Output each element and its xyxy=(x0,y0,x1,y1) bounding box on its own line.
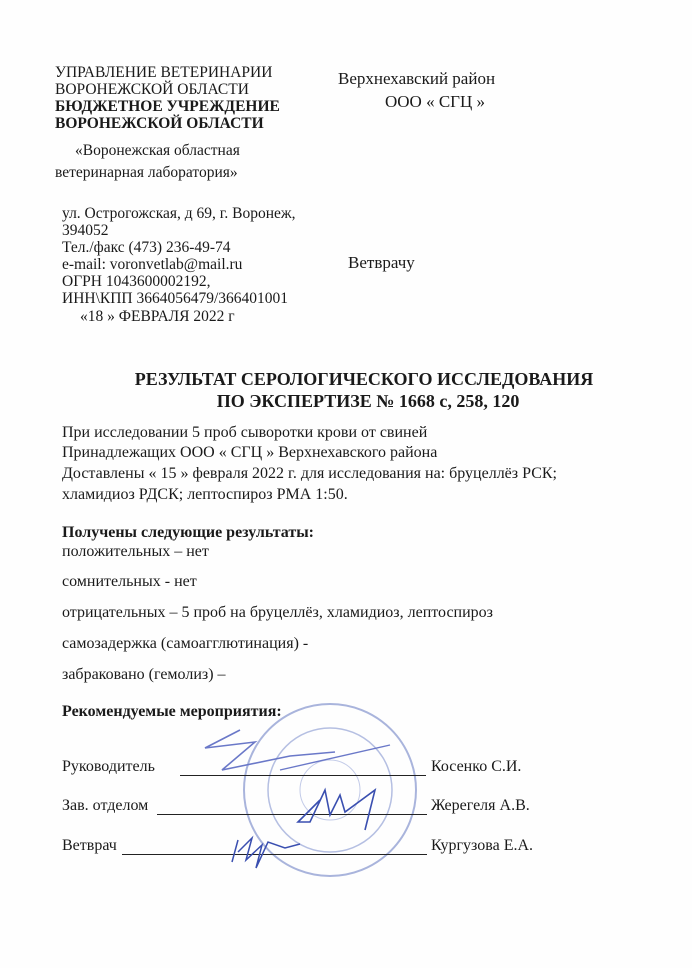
org-line: ВОРОНЕЖСКОЙ ОБЛАСТИ xyxy=(55,81,249,98)
phone-line: Тел./факс (473) 236-49-74 xyxy=(62,239,231,256)
signature-role: Ветврач xyxy=(62,837,117,854)
body-line: Принадлежащих ООО « СГЦ » Верхнехавского района xyxy=(62,444,438,461)
org-bold-line: ВОРОНЕЖСКОЙ ОБЛАСТИ xyxy=(55,115,264,132)
district: Верхнехавский район xyxy=(338,69,496,88)
result-item: самозадержка (самоагглютинация) - xyxy=(62,635,309,652)
email-line: e-mail: voronvetlab@mail.ru xyxy=(62,256,243,273)
org-line: УПРАВЛЕНИЕ ВЕТЕРИНАРИИ xyxy=(55,64,273,81)
title-line-1: РЕЗУЛЬТАТ СЕРОЛОГИЧЕСКОГО ИССЛЕДОВАНИЯ xyxy=(134,369,594,389)
lab-name-line: ветеринарная лаборатория» xyxy=(55,164,238,181)
document-date: «18 » ФЕВРАЛЯ 2022 г xyxy=(80,308,235,325)
signature-name: Косенко С.И. xyxy=(431,758,522,775)
result-item: сомнительных - нет xyxy=(62,573,197,590)
body-line: хламидиоз РДСК; лептоспироз РМА 1:50. xyxy=(62,486,348,503)
results-heading: Получены следующие результаты: xyxy=(62,524,315,541)
result-item: положительных – нет xyxy=(62,543,209,560)
ogrn-line: ОГРН 1043600002192, xyxy=(62,273,211,290)
company: ООО « СГЦ » xyxy=(385,92,486,111)
result-item: забраковано (гемолиз) – xyxy=(62,666,226,683)
signature-name: Кургузова Е.А. xyxy=(431,837,534,854)
address-line: ул. Острогожская, д 69, г. Воронеж, xyxy=(62,205,296,222)
recommendations-heading: Рекомендуемые мероприятия: xyxy=(62,703,282,720)
title-line-2: ПО ЭКСПЕРТИЗЕ № 1668 с, 258, 120 xyxy=(216,391,520,411)
inn-line: ИНН\КПП 3664056479/366401001 xyxy=(62,290,289,307)
signature-name: Жерегеля А.В. xyxy=(431,797,530,814)
result-item: отрицательных – 5 проб на бруцеллёз, хламидиоз, лептоспироз xyxy=(62,604,493,621)
body-line: При исследовании 5 проб сыворотки крови от свиней xyxy=(62,424,428,441)
org-bold-line: БЮДЖЕТНОЕ УЧРЕЖДЕНИЕ xyxy=(55,98,280,115)
lab-name-line: «Воронежская областная xyxy=(75,142,240,159)
signature-role: Зав. отделом xyxy=(62,797,149,814)
recipient: Ветврачу xyxy=(348,253,415,272)
signature-role: Руководитель xyxy=(62,758,155,775)
body-line: Доставлены « 15 » февраля 2022 г. для исследования на: бруцеллёз РСК; xyxy=(62,465,557,482)
address-line: 394052 xyxy=(62,222,109,239)
